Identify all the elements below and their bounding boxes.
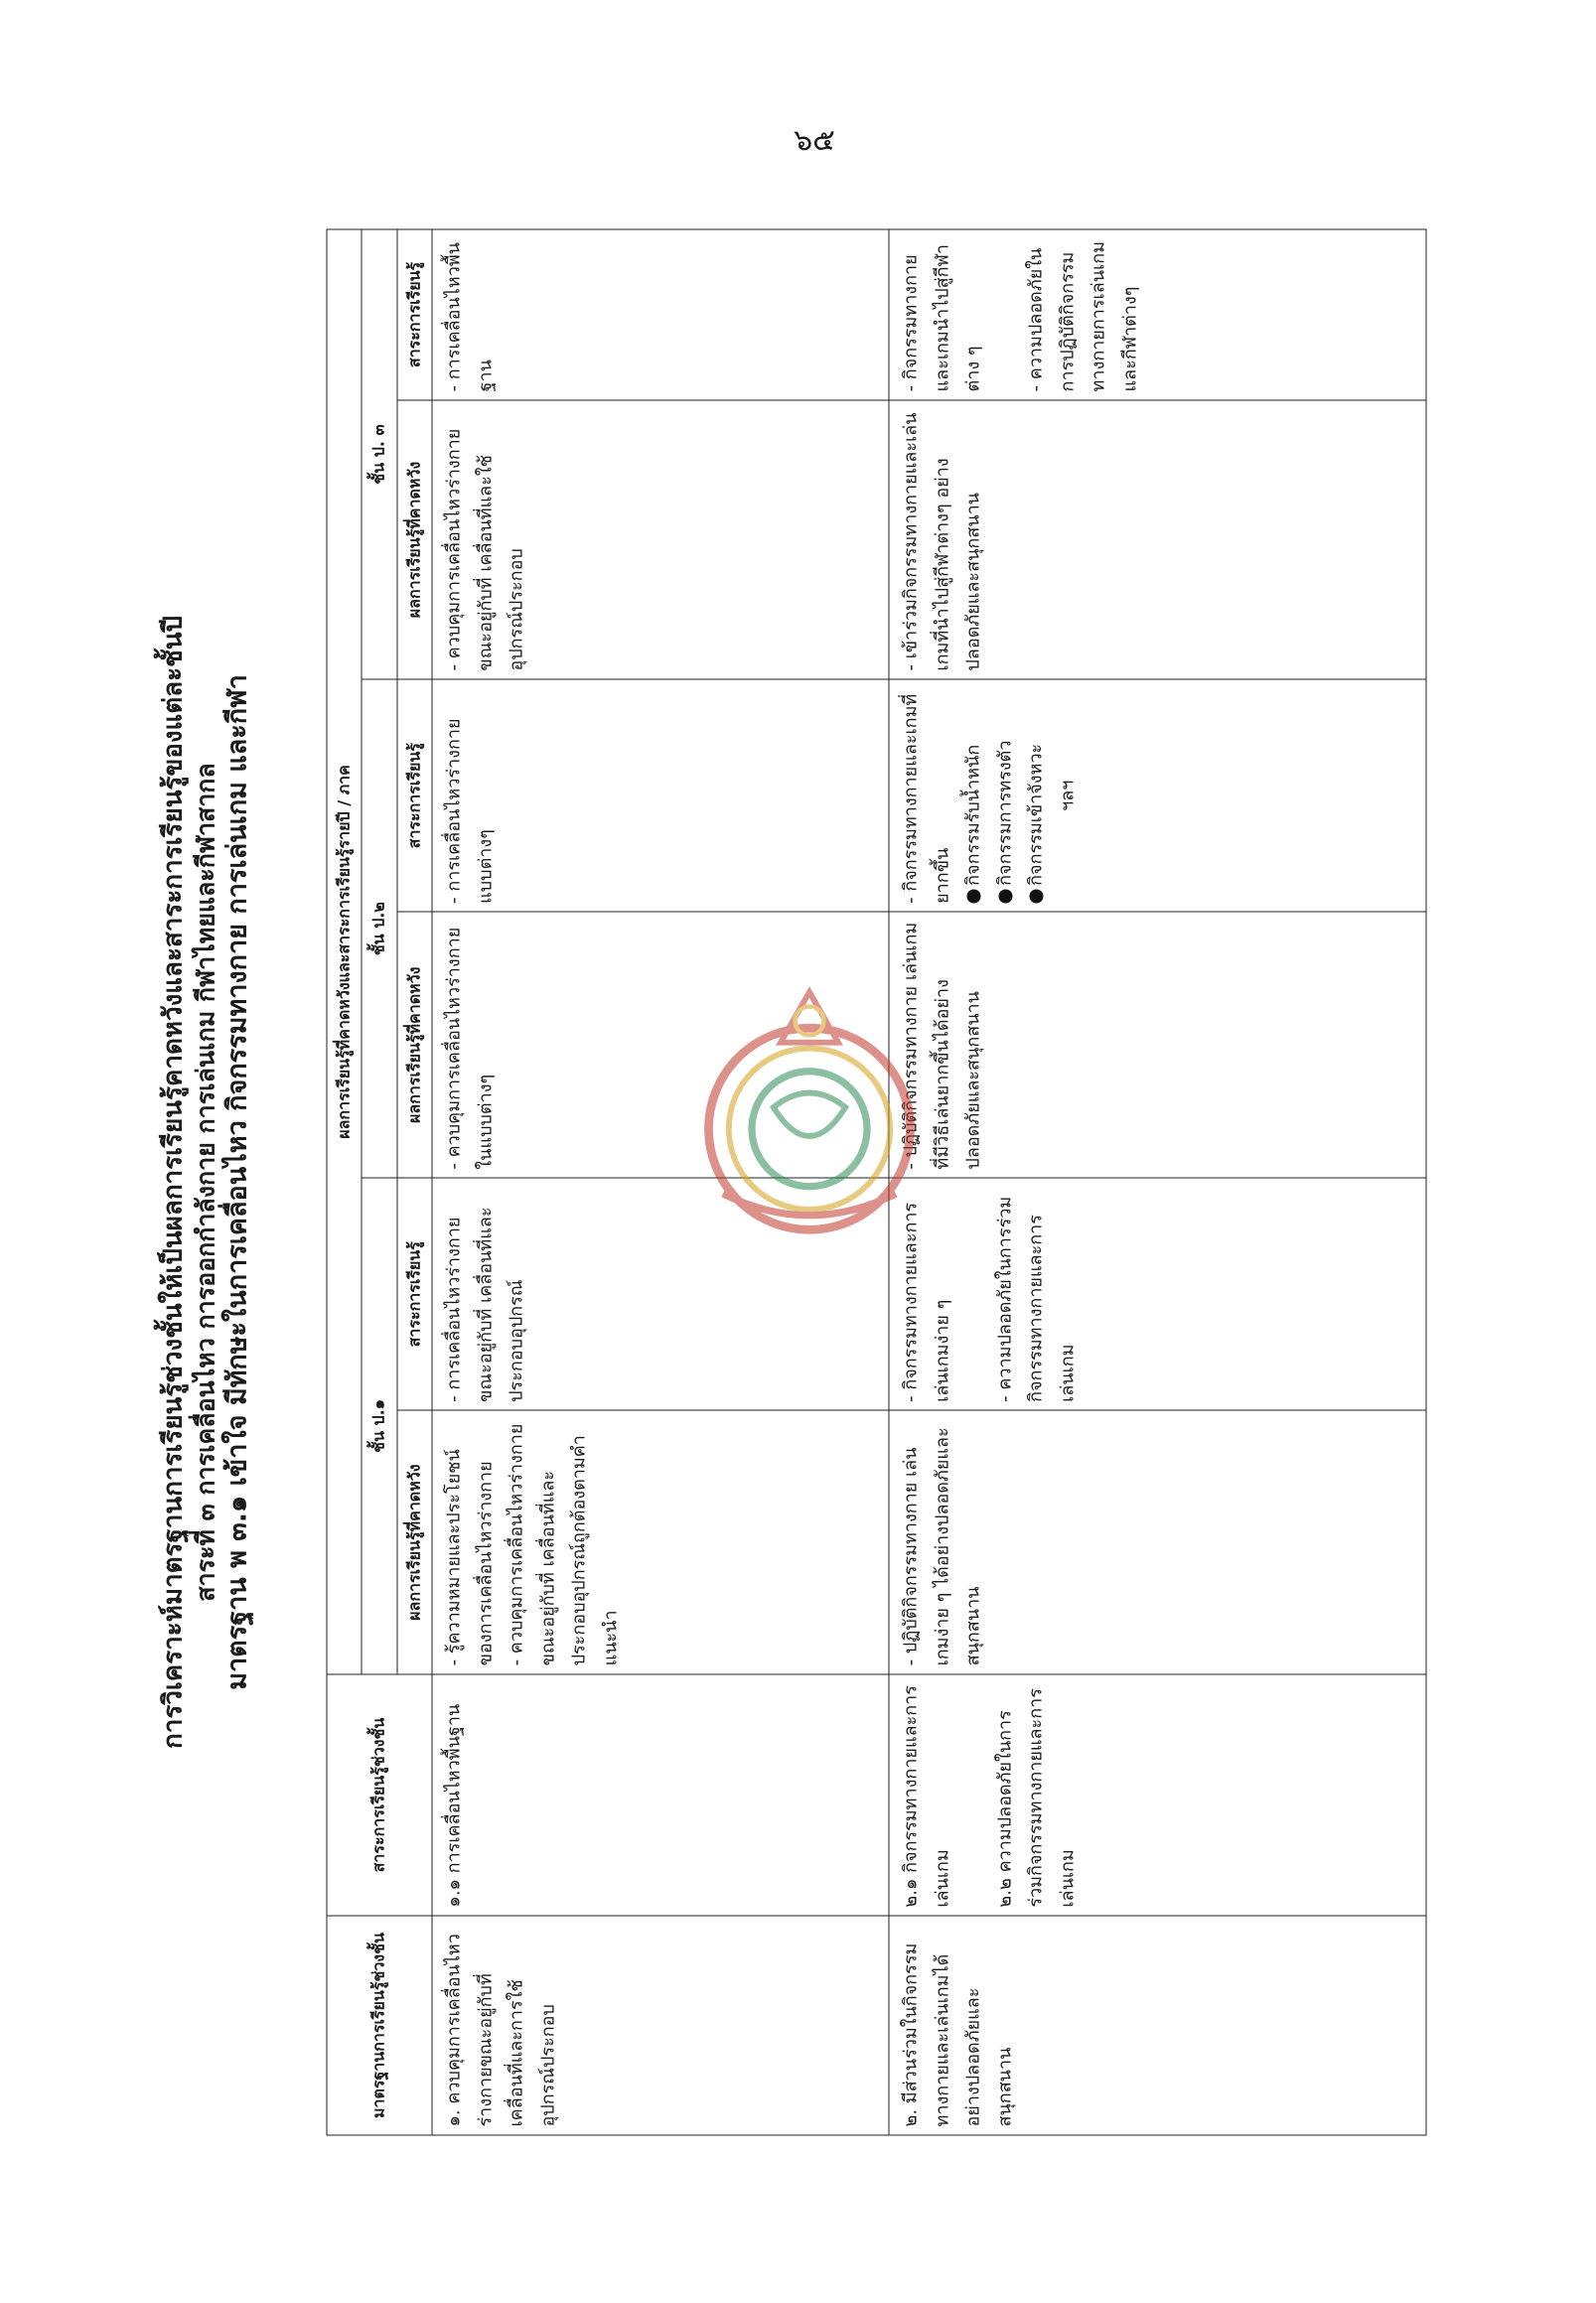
document-title: การวิเคราะห์มาตรฐานการเรียนรู้ช่วงชั้นให้เป็นผลการเรียนรู้คาดหวังและสาระการเรียนรู้ของแต่ละชั้นปี xyxy=(158,615,188,1749)
table-row xyxy=(432,229,889,2135)
cell-p3-expected: - เข้าร่วมกิจกรรมทางกายและเล่นเกมที่นำไปสู่กีฬาต่างๆ อย่างปลอดภัยและสนุกสนาน xyxy=(889,399,1426,678)
page-number: ๖๕ xyxy=(794,123,835,158)
bullet-icon xyxy=(966,889,980,903)
bullet-icon xyxy=(1029,889,1043,903)
header-content-range: สาระการเรียนรู้ช่วงชั้น xyxy=(327,1673,432,1915)
p2-content-tail: ฯลฯ xyxy=(1056,780,1078,811)
cell-standard: ๒. มีส่วนร่วมในกิจกรรมทางกายและเล่นเกมได้อย่างปลอดภัยและสนุกสนาน xyxy=(889,1916,1426,2135)
bullet-icon xyxy=(998,889,1012,903)
cell-content-range: ๒.๑ กิจกรรมทางกายและการเล่นเกม ๒.๒ ความปลอดภัยในการร่วมกิจกรรมทางกายและการเล่นเกม xyxy=(889,1673,1426,1915)
header-grade-3: ชั้น ป. ๓ xyxy=(362,229,396,679)
list-item xyxy=(1020,687,1052,903)
header-grade-2: ชั้น ป.๒ xyxy=(362,679,396,1178)
title-block xyxy=(149,228,318,2135)
cell-p2-expected: - ปฏิบัติกิจกรรมทางกาย เล่นเกมที่มีวิธีเล่นยากขึ้นได้อย่างปลอดภัยและสนุกสนาน xyxy=(889,912,1426,1178)
cell-p3-content: - การเคลื่อนไหวพื้นฐาน xyxy=(432,229,889,400)
p2-content-intro: - กิจกรรมทางกายและเกมที่ยากขึ้น xyxy=(900,693,952,904)
header-p2-expected: ผลการเรียนรู้ที่คาดหวัง xyxy=(396,912,431,1178)
header-p1-content: สาระการเรียนรู้ xyxy=(396,1178,431,1410)
list-item xyxy=(957,687,989,903)
list-item xyxy=(989,687,1021,903)
header-p1-expected: ผลการเรียนรู้ที่คาดหวัง xyxy=(396,1410,431,1674)
rotated-document-frame xyxy=(149,228,1435,2135)
strand-title: สาระที่ ๓ การเคลื่อนไหว การออกกำลังกาย การเล่นเกม กีฬาไทยและกีฬาสากล xyxy=(190,762,219,1602)
list-item-label: กิจกรรมเข้าจังหวะ xyxy=(1025,743,1047,886)
cell-content-range: ๑.๑ การเคลื่อนไหวพื้นฐาน xyxy=(432,1673,889,1915)
header-p2-content: สาระการเรียนรู้ xyxy=(396,679,431,912)
header-row-1 xyxy=(327,229,362,2135)
cell-p1-content: - การเคลื่อนไหวร่างกายขณะอยู่กับที่ เคลื่อนที่และประกอบอุปกรณ์ xyxy=(432,1178,889,1410)
cell-p1-expected: - ปฏิบัติกิจกรรมทางกาย เล่นเกมง่าย ๆ ได้อย่างปลอดภัยและสนุกสนาน xyxy=(889,1410,1426,1674)
curriculum-table xyxy=(326,228,1426,2135)
cell-p1-expected: - รู้ความหมายและประโยชน์ของการเคลื่อนไหวร่างกาย - ควบคุมการเคลื่อนไหวร่างกายขณะอยู่กับที่ เคลื่อนที่และประกอบอุปกรณ์ถูกต้องตามคำแนะนำ xyxy=(432,1410,889,1674)
list-item-label: กิจกรรมรับน้ำหนัก xyxy=(962,744,984,886)
cell-p2-content: - การเคลื่อนไหวร่างกายแบบต่างๆ xyxy=(432,679,889,912)
header-group: ผลการเรียนรู้ที่คาดหวังและสาระการเรียนรู้รายปี / ภาค xyxy=(327,229,362,1674)
cell-standard: ๑. ควบคุมการเคลื่อนไหวร่างกายขณะอยู่กับที่ เคลื่อนที่และการใช้อุปกรณ์ประกอบ xyxy=(432,1916,889,2135)
cell-p2-content xyxy=(889,679,1426,912)
header-p3-expected: ผลการเรียนรู้ที่คาดหวัง xyxy=(396,399,431,678)
cell-p3-content: - กิจกรรมทางกายและเกมนำไปสู่กีฬาต่าง ๆ - ความปลอดภัยในการปฏิบัติกิจกรรมทางกายการเล่นเกมและกีฬาต่างๆ xyxy=(889,229,1426,400)
list-item-label: กิจกรรมการทรงตัว xyxy=(993,740,1015,886)
header-grade-1: ชั้น ป.๑ xyxy=(362,1178,396,1674)
header-p3-content: สาระการเรียนรู้ xyxy=(396,229,431,400)
table-row xyxy=(889,229,1426,2135)
cell-p1-content: - กิจกรรมทางกายและการเล่นเกมง่าย ๆ - ความปลอดภัยในการร่วมกิจกรรมทางกายและการเล่นเกม xyxy=(889,1178,1426,1410)
cell-p3-expected: - ควบคุมการเคลื่อนไหวร่างกายขณะอยู่กับที่ เคลื่อนที่และใช้อุปกรณ์ประกอบ xyxy=(432,399,889,678)
standard-title: มาตรฐาน พ ๓.๑ เข้าใจ มีทักษะในการเคลื่อนไหว กิจกรรมทางกาย การเล่นเกม และกีฬา xyxy=(220,673,252,1690)
cell-p2-expected: - ควบคุมการเคลื่อนไหวร่างกายในแบบต่างๆ xyxy=(432,912,889,1178)
header-standard: มาตรฐานการเรียนรู้ช่วงชั้น xyxy=(327,1916,432,2135)
